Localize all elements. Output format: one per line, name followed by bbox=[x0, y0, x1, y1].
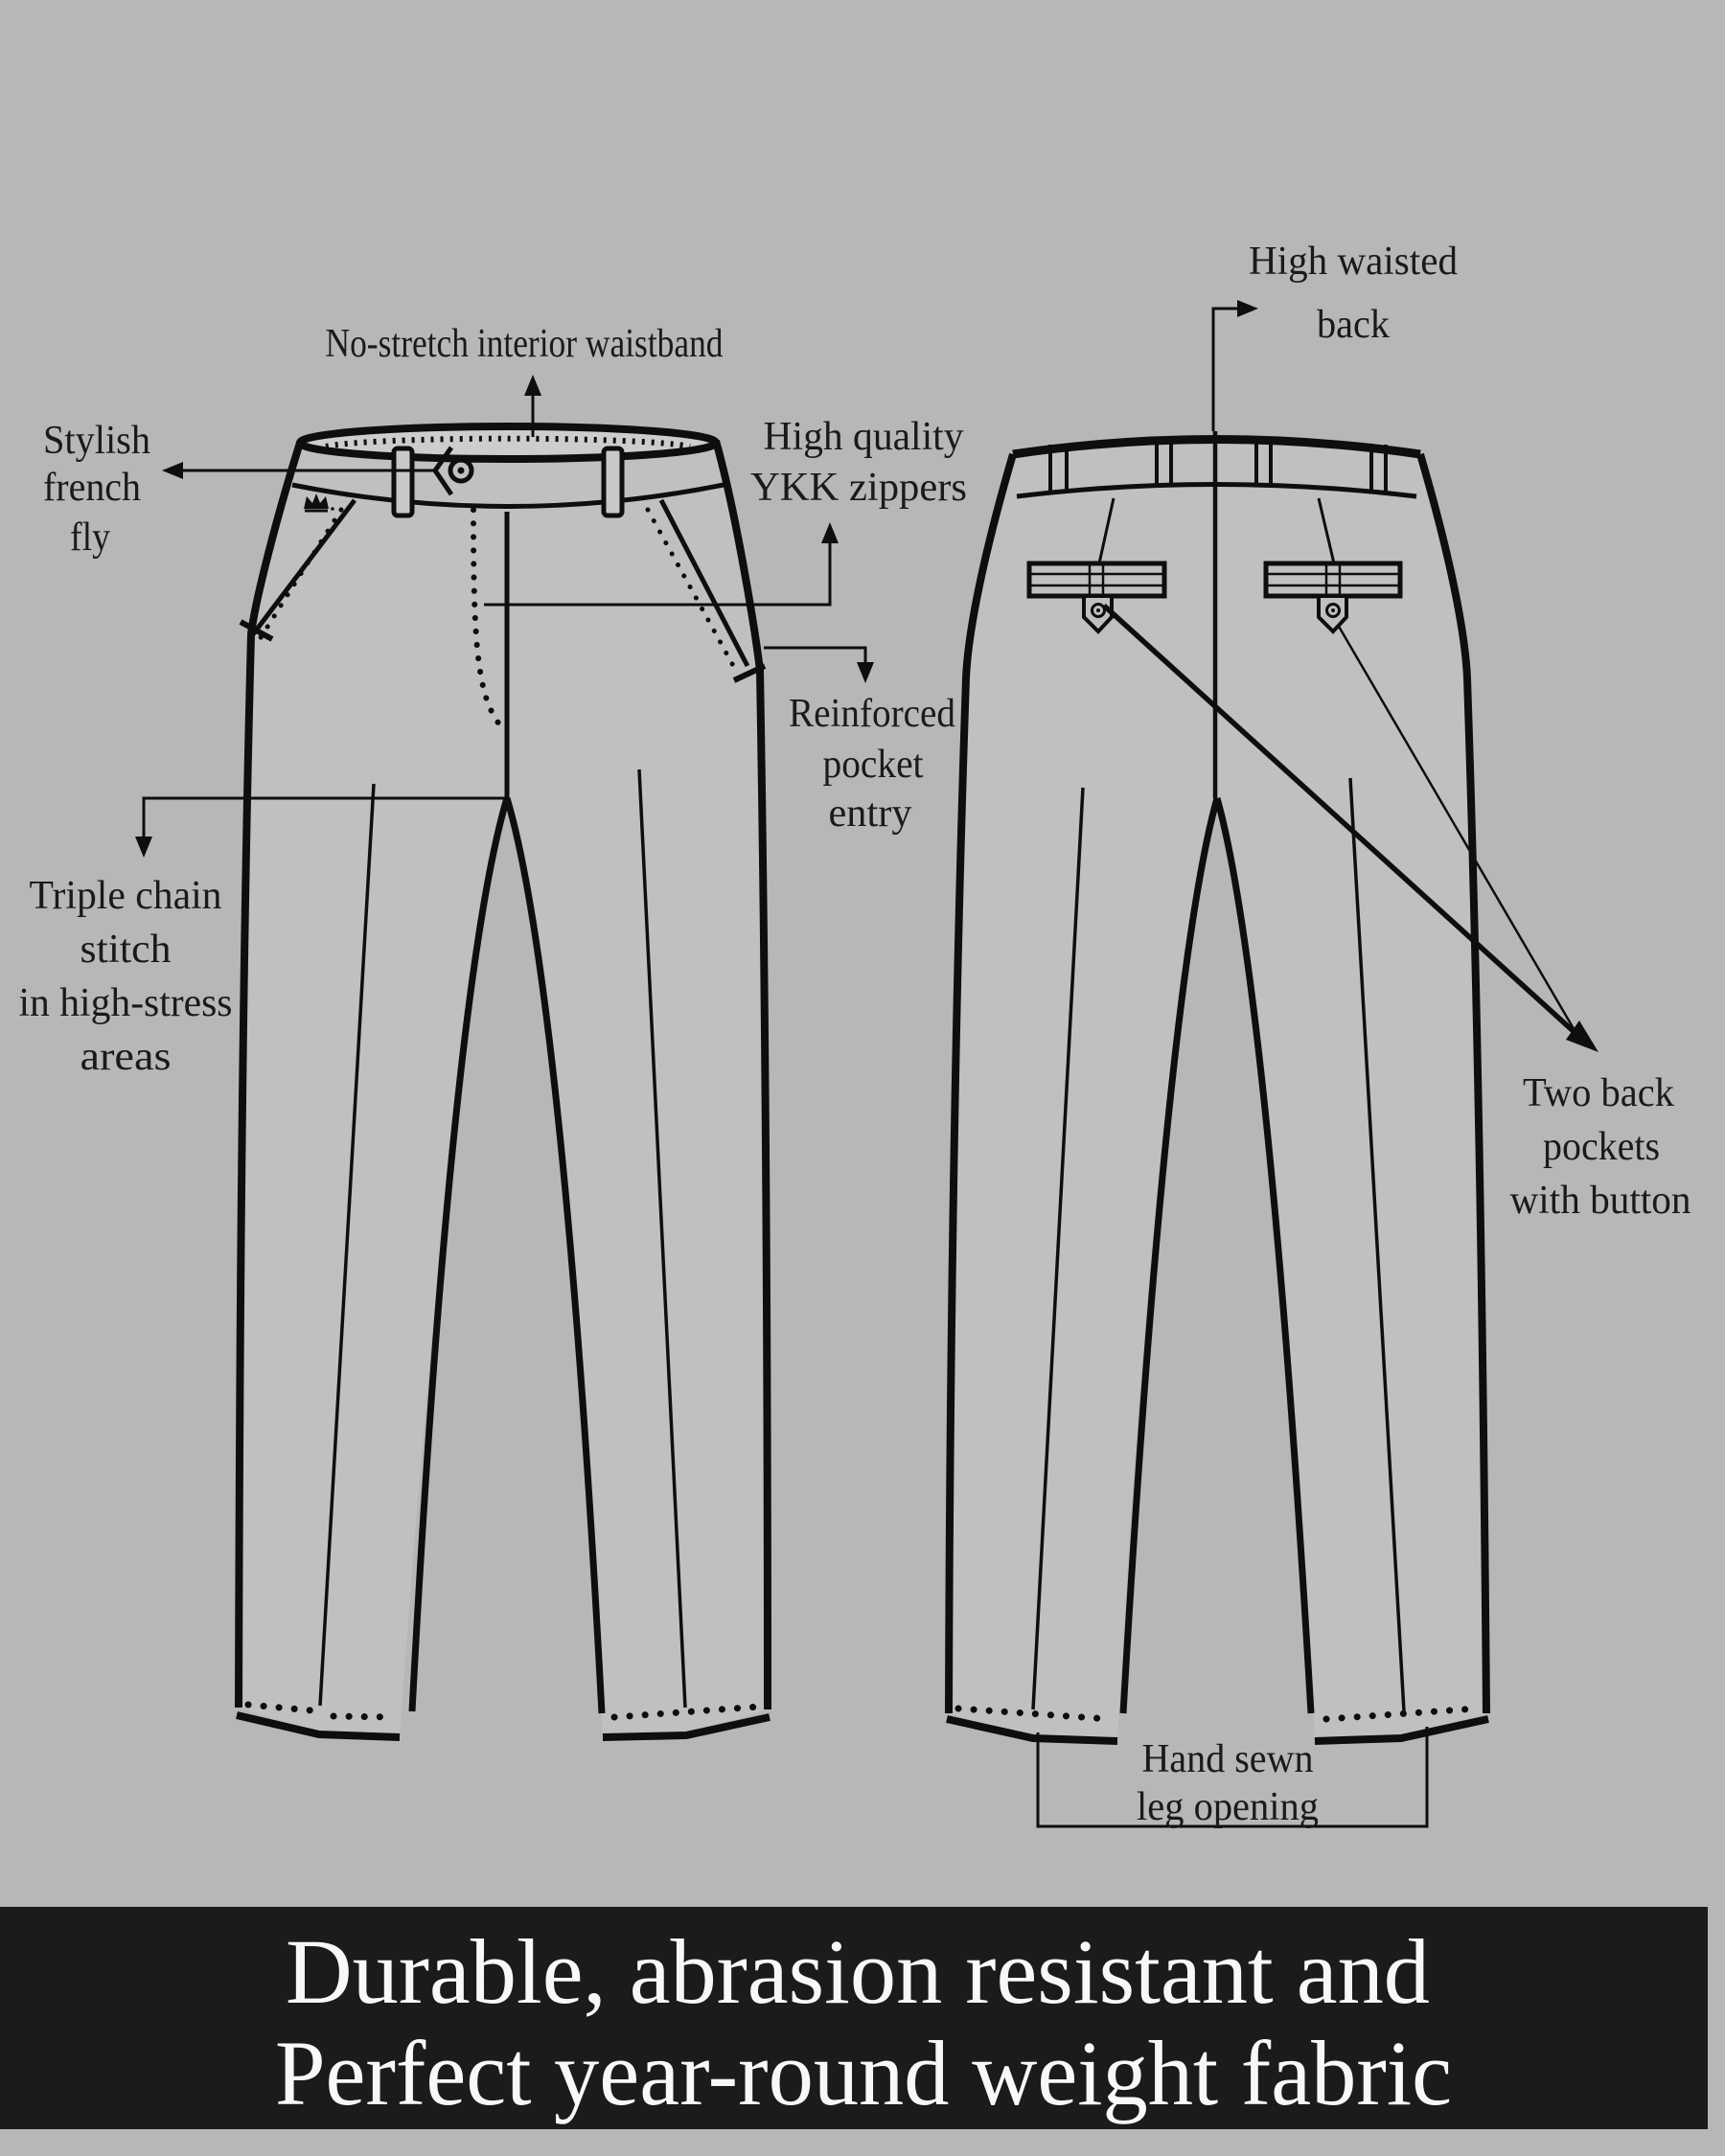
label-no-stretch-waistband: No-stretch interior waistband bbox=[325, 322, 724, 366]
label-stylish-line-2: french bbox=[43, 466, 141, 510]
label-ykk-line-2: YKK zippers bbox=[750, 466, 967, 510]
banner-line-2: Perfect year-round weight fabric bbox=[275, 2022, 1452, 2124]
label-reinforced-line-3: entry bbox=[828, 791, 912, 836]
label-stylish-line-1: Stylish bbox=[43, 419, 150, 463]
banner-line-1: Durable, abrasion resistant and bbox=[286, 1920, 1430, 2023]
label-triple-line-4: areas bbox=[80, 1035, 172, 1079]
label-reinforced-line-2: pocket bbox=[822, 743, 924, 787]
label-hand-sewn-line-2: leg opening bbox=[1137, 1785, 1319, 1829]
label-triple-line-1: Triple chain bbox=[29, 874, 222, 918]
front-belt-loop-right bbox=[604, 448, 622, 516]
label-triple-line-3: in high-stress bbox=[18, 981, 233, 1025]
label-triple-line-2: stitch bbox=[80, 928, 172, 972]
front-belt-loop-left bbox=[394, 448, 412, 516]
label-stylish-line-3: fly bbox=[70, 516, 110, 560]
label-hand-sewn-line-1: Hand sewn bbox=[1141, 1737, 1314, 1781]
label-reinforced-line-1: Reinforced bbox=[789, 692, 955, 736]
label-ykk-line-1: High quality bbox=[763, 415, 964, 459]
banner bbox=[0, 1907, 1708, 2129]
label-two-back-line-2: pockets bbox=[1543, 1125, 1660, 1169]
label-two-back-line-1: Two back bbox=[1523, 1071, 1674, 1115]
label-high-waisted-line-1: High waisted bbox=[1249, 240, 1458, 284]
label-two-back-line-3: with button bbox=[1509, 1179, 1691, 1223]
label-high-waisted-line-2: back bbox=[1317, 303, 1390, 347]
